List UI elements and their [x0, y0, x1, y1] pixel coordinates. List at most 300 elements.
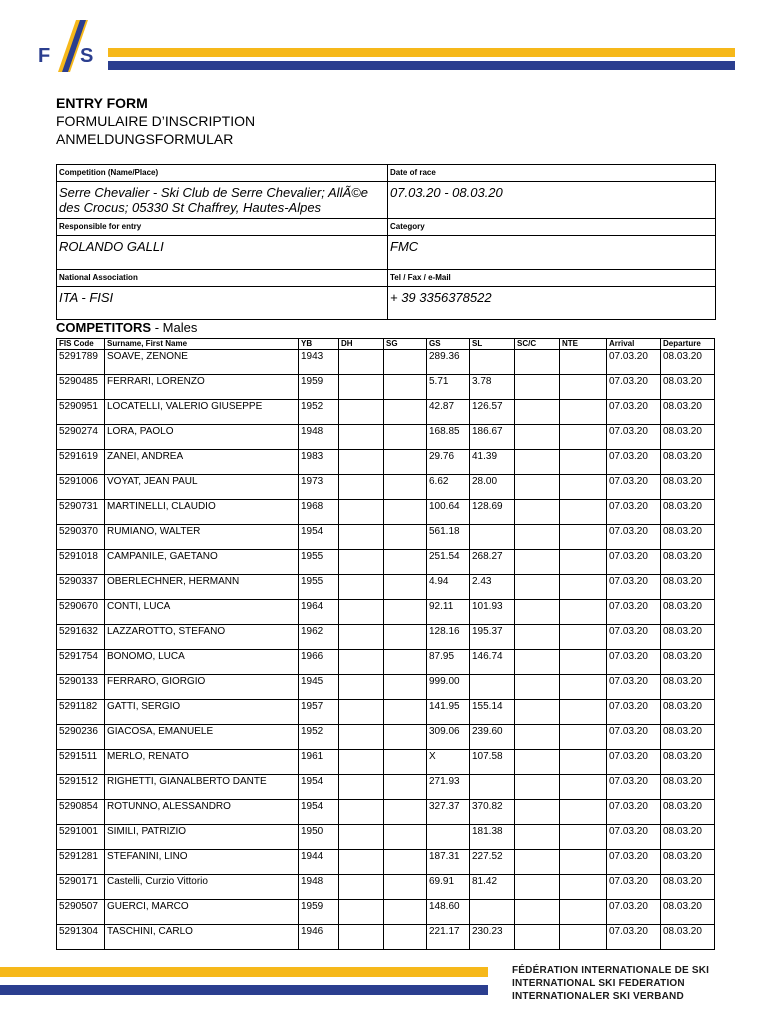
footer-line-english: INTERNATIONAL SKI FEDERATION	[512, 978, 685, 989]
cell-gs: 42.87	[427, 400, 470, 425]
cell-arrival: 07.03.20	[607, 350, 661, 375]
cell-departure: 08.03.20	[661, 875, 715, 900]
table-row	[57, 925, 715, 950]
footer-bar-yellow	[0, 967, 488, 977]
cell-fis-code: 5290133	[57, 675, 105, 700]
competition-label: Competition (Name/Place)	[57, 165, 388, 181]
cell-fis-code: 5290485	[57, 375, 105, 400]
cell-arrival: 07.03.20	[607, 600, 661, 625]
cell-fis-code: 5291789	[57, 350, 105, 375]
cell-gs: 561.18	[427, 525, 470, 550]
cell-arrival: 07.03.20	[607, 525, 661, 550]
cell-departure: 08.03.20	[661, 425, 715, 450]
competition-value: Serre Chevalier - Ski Club de Serre Chevalier; AllÃ©e des Crocus; 05330 St Chaffrey, Hautes-Alpes	[57, 182, 388, 218]
cell-sg	[384, 775, 427, 800]
cell-sg	[384, 550, 427, 575]
cell-gs: 168.85	[427, 425, 470, 450]
cell-surname-first-name: SIMILI, PATRIZIO	[105, 825, 299, 850]
cell-yb: 1955	[299, 575, 339, 600]
cell-sl: 41.39	[470, 450, 515, 475]
table-row	[57, 850, 715, 875]
cell-sg	[384, 925, 427, 950]
cell-sc-c	[515, 400, 560, 425]
association-value: ITA - FISI	[57, 287, 388, 319]
cell-fis-code: 5291281	[57, 850, 105, 875]
cell-sc-c	[515, 800, 560, 825]
table-row	[57, 775, 715, 800]
cell-gs: 221.17	[427, 925, 470, 950]
cell-nte	[560, 675, 607, 700]
cell-yb: 1948	[299, 425, 339, 450]
cell-sg	[384, 600, 427, 625]
column-header-fis-code: FIS Code	[57, 339, 105, 350]
cell-surname-first-name: MARTINELLI, CLAUDIO	[105, 500, 299, 525]
cell-fis-code: 5291632	[57, 625, 105, 650]
cell-dh	[339, 775, 384, 800]
cell-sg	[384, 575, 427, 600]
cell-departure: 08.03.20	[661, 400, 715, 425]
cell-departure: 08.03.20	[661, 650, 715, 675]
table-row	[57, 350, 715, 375]
cell-dh	[339, 875, 384, 900]
cell-sc-c	[515, 700, 560, 725]
cell-arrival: 07.03.20	[607, 400, 661, 425]
cell-sc-c	[515, 725, 560, 750]
cell-fis-code: 5290670	[57, 600, 105, 625]
cell-gs: 251.54	[427, 550, 470, 575]
cell-fis-code: 5290236	[57, 725, 105, 750]
responsible-label: Responsible for entry	[57, 219, 388, 235]
cell-sg	[384, 525, 427, 550]
column-header-sc-c: SC/C	[515, 339, 560, 350]
cell-yb: 1943	[299, 350, 339, 375]
category-value: FMC	[390, 239, 419, 254]
cell-yb: 1945	[299, 675, 339, 700]
column-header-gs: GS	[427, 339, 470, 350]
cell-yb: 1954	[299, 775, 339, 800]
entry-info-box	[56, 164, 716, 320]
cell-surname-first-name: CAMPANILE, GAETANO	[105, 550, 299, 575]
cell-nte	[560, 825, 607, 850]
cell-arrival: 07.03.20	[607, 700, 661, 725]
cell-gs: 87.95	[427, 650, 470, 675]
column-header-sl: SL	[470, 339, 515, 350]
cell-dh	[339, 575, 384, 600]
cell-dh	[339, 725, 384, 750]
cell-dh	[339, 675, 384, 700]
cell-fis-code: 5291001	[57, 825, 105, 850]
cell-yb: 1954	[299, 525, 339, 550]
table-row	[57, 550, 715, 575]
cell-fis-code: 5290337	[57, 575, 105, 600]
cell-arrival: 07.03.20	[607, 450, 661, 475]
cell-sl: 126.57	[470, 400, 515, 425]
cell-departure: 08.03.20	[661, 725, 715, 750]
cell-gs: 289.36	[427, 350, 470, 375]
cell-arrival: 07.03.20	[607, 775, 661, 800]
cell-sc-c	[515, 675, 560, 700]
cell-arrival: 07.03.20	[607, 725, 661, 750]
contact-label: Tel / Fax / e-Mail	[390, 273, 451, 282]
cell-sc-c	[515, 475, 560, 500]
cell-gs: 69.91	[427, 875, 470, 900]
cell-yb: 1973	[299, 475, 339, 500]
cell-dh	[339, 475, 384, 500]
cell-dh	[339, 525, 384, 550]
cell-arrival: 07.03.20	[607, 650, 661, 675]
cell-surname-first-name: ZANEI, ANDREA	[105, 450, 299, 475]
cell-nte	[560, 525, 607, 550]
cell-arrival: 07.03.20	[607, 475, 661, 500]
table-row	[57, 475, 715, 500]
cell-sg	[384, 800, 427, 825]
cell-yb: 1959	[299, 900, 339, 925]
cell-dh	[339, 550, 384, 575]
cell-sg	[384, 500, 427, 525]
cell-gs: 4.94	[427, 575, 470, 600]
cell-sl: 81.42	[470, 875, 515, 900]
cell-departure: 08.03.20	[661, 825, 715, 850]
cell-sc-c	[515, 625, 560, 650]
cell-gs: 271.93	[427, 775, 470, 800]
table-row	[57, 525, 715, 550]
cell-sc-c	[515, 525, 560, 550]
table-header-row	[57, 339, 715, 350]
cell-departure: 08.03.20	[661, 550, 715, 575]
cell-sl: 227.52	[470, 850, 515, 875]
date-label: Date of race	[390, 168, 436, 177]
cell-surname-first-name: TASCHINI, CARLO	[105, 925, 299, 950]
table-row	[57, 575, 715, 600]
competitors-subheading: - Males	[151, 320, 198, 335]
cell-sg	[384, 400, 427, 425]
cell-sl: 128.69	[470, 500, 515, 525]
cell-sl: 186.67	[470, 425, 515, 450]
cell-sg	[384, 700, 427, 725]
cell-departure: 08.03.20	[661, 525, 715, 550]
cell-fis-code: 5291754	[57, 650, 105, 675]
cell-sg	[384, 750, 427, 775]
column-header-surname-first-name: Surname, First Name	[105, 339, 299, 350]
cell-departure: 08.03.20	[661, 575, 715, 600]
cell-nte	[560, 875, 607, 900]
table-row	[57, 450, 715, 475]
cell-yb: 1954	[299, 800, 339, 825]
competitors-heading: COMPETITORS	[56, 320, 152, 335]
cell-sc-c	[515, 900, 560, 925]
cell-arrival: 07.03.20	[607, 425, 661, 450]
cell-nte	[560, 850, 607, 875]
cell-sl: 107.58	[470, 750, 515, 775]
cell-sl: 268.27	[470, 550, 515, 575]
cell-surname-first-name: LOCATELLI, VALERIO GIUSEPPE	[105, 400, 299, 425]
cell-departure: 08.03.20	[661, 675, 715, 700]
cell-fis-code: 5291006	[57, 475, 105, 500]
column-header-dh: DH	[339, 339, 384, 350]
cell-sl: 28.00	[470, 475, 515, 500]
cell-gs: 141.95	[427, 700, 470, 725]
footer-bar-blue	[0, 985, 488, 995]
cell-departure: 08.03.20	[661, 775, 715, 800]
cell-fis-code: 5290370	[57, 525, 105, 550]
cell-surname-first-name: OBERLECHNER, HERMANN	[105, 575, 299, 600]
cell-fis-code: 5290731	[57, 500, 105, 525]
cell-surname-first-name: BONOMO, LUCA	[105, 650, 299, 675]
table-row	[57, 500, 715, 525]
cell-sl: 230.23	[470, 925, 515, 950]
header-bar-blue	[108, 61, 735, 70]
header-bar-yellow	[108, 48, 735, 57]
table-body	[57, 350, 715, 950]
cell-sc-c	[515, 550, 560, 575]
cell-surname-first-name: VOYAT, JEAN PAUL	[105, 475, 299, 500]
cell-sc-c	[515, 450, 560, 475]
footer-federation-name	[512, 964, 709, 1003]
category-label: Category	[390, 222, 425, 231]
cell-surname-first-name: MERLO, RENATO	[105, 750, 299, 775]
cell-fis-code: 5290507	[57, 900, 105, 925]
cell-sc-c	[515, 850, 560, 875]
cell-nte	[560, 900, 607, 925]
cell-departure: 08.03.20	[661, 700, 715, 725]
cell-departure: 08.03.20	[661, 475, 715, 500]
column-header-yb: YB	[299, 339, 339, 350]
cell-sg	[384, 425, 427, 450]
cell-dh	[339, 625, 384, 650]
table-row	[57, 600, 715, 625]
table-row	[57, 900, 715, 925]
cell-dh	[339, 900, 384, 925]
cell-yb: 1946	[299, 925, 339, 950]
table-row	[57, 725, 715, 750]
cell-dh	[339, 650, 384, 675]
cell-yb: 1968	[299, 500, 339, 525]
cell-nte	[560, 600, 607, 625]
cell-nte	[560, 650, 607, 675]
cell-sc-c	[515, 775, 560, 800]
association-label: National Association	[57, 270, 388, 286]
cell-departure: 08.03.20	[661, 500, 715, 525]
cell-departure: 08.03.20	[661, 800, 715, 825]
cell-fis-code: 5290951	[57, 400, 105, 425]
cell-nte	[560, 400, 607, 425]
cell-sc-c	[515, 750, 560, 775]
cell-yb: 1952	[299, 725, 339, 750]
cell-sc-c	[515, 650, 560, 675]
column-header-nte: NTE	[560, 339, 607, 350]
cell-yb: 1952	[299, 400, 339, 425]
cell-gs: 309.06	[427, 725, 470, 750]
cell-gs: X	[427, 750, 470, 775]
cell-sg	[384, 375, 427, 400]
cell-yb: 1959	[299, 375, 339, 400]
table-row	[57, 400, 715, 425]
cell-surname-first-name: GIACOSA, EMANUELE	[105, 725, 299, 750]
cell-sc-c	[515, 875, 560, 900]
cell-sl: 370.82	[470, 800, 515, 825]
cell-yb: 1961	[299, 750, 339, 775]
cell-sg	[384, 875, 427, 900]
cell-fis-code: 5290854	[57, 800, 105, 825]
fis-logo-icon	[36, 18, 102, 74]
cell-nte	[560, 425, 607, 450]
contact-value: + 39 3356378522	[390, 290, 492, 305]
cell-arrival: 07.03.20	[607, 750, 661, 775]
cell-sc-c	[515, 500, 560, 525]
footer-line-french: FÉDÉRATION INTERNATIONALE DE SKI	[512, 965, 710, 976]
cell-sl	[470, 775, 515, 800]
table-row	[57, 675, 715, 700]
cell-gs	[427, 825, 470, 850]
cell-sg	[384, 900, 427, 925]
cell-nte	[560, 350, 607, 375]
table-row	[57, 825, 715, 850]
cell-gs: 92.11	[427, 600, 470, 625]
cell-sg	[384, 675, 427, 700]
cell-departure: 08.03.20	[661, 900, 715, 925]
cell-sl: 3.78	[470, 375, 515, 400]
cell-surname-first-name: RUMIANO, WALTER	[105, 525, 299, 550]
cell-nte	[560, 450, 607, 475]
cell-sl	[470, 350, 515, 375]
cell-arrival: 07.03.20	[607, 500, 661, 525]
cell-gs: 148.60	[427, 900, 470, 925]
date-value: 07.03.20 - 08.03.20	[390, 185, 503, 200]
title-german: ANMELDUNGSFORMULAR	[56, 131, 234, 147]
cell-dh	[339, 350, 384, 375]
cell-yb: 1983	[299, 450, 339, 475]
table-row	[57, 425, 715, 450]
cell-arrival: 07.03.20	[607, 900, 661, 925]
cell-nte	[560, 500, 607, 525]
cell-yb: 1955	[299, 550, 339, 575]
cell-nte	[560, 575, 607, 600]
competitors-title	[56, 320, 714, 338]
cell-dh	[339, 800, 384, 825]
cell-yb: 1962	[299, 625, 339, 650]
column-header-sg: SG	[384, 339, 427, 350]
cell-gs: 187.31	[427, 850, 470, 875]
cell-yb: 1966	[299, 650, 339, 675]
table-row	[57, 700, 715, 725]
cell-arrival: 07.03.20	[607, 850, 661, 875]
cell-yb: 1957	[299, 700, 339, 725]
cell-gs: 999.00	[427, 675, 470, 700]
cell-yb: 1948	[299, 875, 339, 900]
cell-nte	[560, 625, 607, 650]
cell-sg	[384, 350, 427, 375]
responsible-value: ROLANDO GALLI	[57, 236, 388, 269]
cell-fis-code: 5291018	[57, 550, 105, 575]
competitors-section	[56, 320, 714, 950]
cell-departure: 08.03.20	[661, 850, 715, 875]
cell-sl	[470, 675, 515, 700]
cell-fis-code: 5291511	[57, 750, 105, 775]
cell-dh	[339, 825, 384, 850]
cell-sl: 195.37	[470, 625, 515, 650]
cell-nte	[560, 750, 607, 775]
cell-yb: 1964	[299, 600, 339, 625]
svg-text:S: S	[80, 45, 94, 67]
cell-arrival: 07.03.20	[607, 625, 661, 650]
cell-dh	[339, 600, 384, 625]
cell-gs: 100.64	[427, 500, 470, 525]
svg-text:F: F	[38, 45, 51, 67]
cell-sl	[470, 900, 515, 925]
cell-nte	[560, 725, 607, 750]
cell-surname-first-name: GUERCI, MARCO	[105, 900, 299, 925]
cell-dh	[339, 500, 384, 525]
cell-gs: 6.62	[427, 475, 470, 500]
cell-surname-first-name: FERRARO, GIORGIO	[105, 675, 299, 700]
cell-sc-c	[515, 600, 560, 625]
cell-sg	[384, 450, 427, 475]
cell-sg	[384, 475, 427, 500]
cell-sl: 239.60	[470, 725, 515, 750]
cell-surname-first-name: LORA, PAOLO	[105, 425, 299, 450]
cell-surname-first-name: LAZZAROTTO, STEFANO	[105, 625, 299, 650]
cell-nte	[560, 550, 607, 575]
cell-nte	[560, 700, 607, 725]
form-titles	[56, 94, 255, 148]
cell-arrival: 07.03.20	[607, 375, 661, 400]
cell-departure: 08.03.20	[661, 450, 715, 475]
cell-dh	[339, 450, 384, 475]
table-row	[57, 875, 715, 900]
cell-arrival: 07.03.20	[607, 825, 661, 850]
cell-sc-c	[515, 375, 560, 400]
cell-surname-first-name: SOAVE, ZENONE	[105, 350, 299, 375]
cell-sc-c	[515, 425, 560, 450]
cell-gs: 5.71	[427, 375, 470, 400]
table-row	[57, 750, 715, 775]
cell-departure: 08.03.20	[661, 750, 715, 775]
cell-gs: 128.16	[427, 625, 470, 650]
cell-surname-first-name: GATTI, SERGIO	[105, 700, 299, 725]
cell-departure: 08.03.20	[661, 600, 715, 625]
cell-nte	[560, 775, 607, 800]
cell-dh	[339, 400, 384, 425]
table-row	[57, 800, 715, 825]
cell-fis-code: 5291619	[57, 450, 105, 475]
cell-nte	[560, 475, 607, 500]
cell-surname-first-name: CONTI, LUCA	[105, 600, 299, 625]
cell-sc-c	[515, 575, 560, 600]
cell-gs: 327.37	[427, 800, 470, 825]
table-row	[57, 650, 715, 675]
cell-arrival: 07.03.20	[607, 675, 661, 700]
title-french: FORMULAIRE D’INSCRIPTION	[56, 113, 256, 129]
cell-departure: 08.03.20	[661, 925, 715, 950]
cell-sc-c	[515, 350, 560, 375]
cell-surname-first-name: Castelli, Curzio Vittorio	[105, 875, 299, 900]
cell-yb: 1950	[299, 825, 339, 850]
cell-sc-c	[515, 925, 560, 950]
footer-line-german: INTERNATIONALER SKI VERBAND	[512, 991, 684, 1002]
cell-dh	[339, 375, 384, 400]
cell-surname-first-name: RIGHETTI, GIANALBERTO DANTE	[105, 775, 299, 800]
cell-yb: 1944	[299, 850, 339, 875]
cell-arrival: 07.03.20	[607, 875, 661, 900]
cell-nte	[560, 925, 607, 950]
cell-fis-code: 5291182	[57, 700, 105, 725]
cell-dh	[339, 750, 384, 775]
title-english: ENTRY FORM	[56, 95, 148, 111]
competitors-table	[56, 338, 715, 950]
cell-departure: 08.03.20	[661, 625, 715, 650]
cell-sl: 146.74	[470, 650, 515, 675]
cell-sg	[384, 825, 427, 850]
